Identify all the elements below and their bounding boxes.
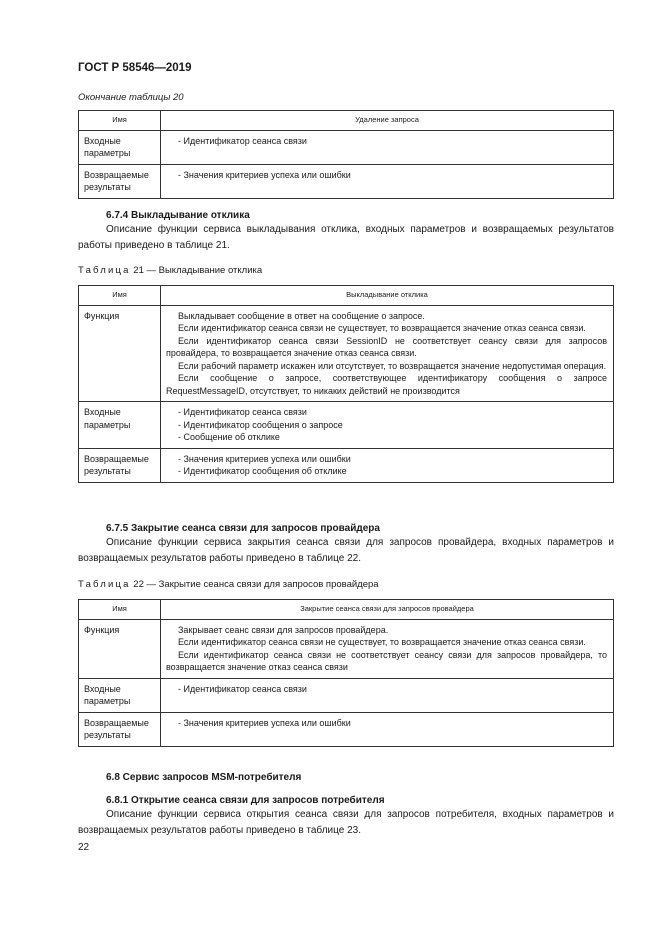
column-header-value: Выкладывание отклика — [161, 286, 614, 306]
row-name: Возвращаемые результаты — [79, 712, 161, 746]
row-value: Закрывает сеанс связи для запросов провайдера. Если идентификатор сеанса связи не существует, то возвращается значение отказ сеанса связи. Если идентификатор сеанса связи не соответствует сеансу связи для запросов провайдера, то возвращается значение отказ сеанса связи — [161, 619, 614, 678]
page-number: 22 — [78, 842, 90, 853]
table-header-row — [79, 111, 614, 131]
table-22 — [78, 599, 614, 747]
section-paragraph-6-8-1: Описание функции сервиса открытия сеанса связи для запросов потребителя, входных параметров и возвращаемых результатов работы приведено в таблице 23. — [78, 809, 614, 836]
row-value: - Идентификатор сеанса связи — [161, 678, 614, 712]
row-name: Функция — [79, 305, 161, 402]
row-name: Входные параметры — [79, 130, 161, 164]
row-name: Возвращаемые результаты — [79, 164, 161, 198]
section-heading-6-7-5: 6.7.5 Закрытие сеанса связи для запросов провайдера — [106, 523, 380, 534]
row-value: - Значения критериев успеха или ошибки — [161, 712, 614, 746]
row-name: Входные параметры — [79, 402, 161, 449]
table-row — [79, 678, 614, 712]
table20-caption: Окончание таблицы 20 — [78, 92, 184, 103]
table-header-row — [79, 600, 614, 620]
row-value: - Идентификатор сеанса связи — [161, 130, 614, 164]
section-paragraph-6-7-4: Описание функции сервиса выкладывания отклика, входных параметров и возвращаемых результатов работы приведено в таблице 21. — [78, 224, 614, 251]
table22-caption: Таблица 22 — Закрытие сеанса связи для запросов провайдера — [78, 579, 379, 590]
section-heading-6-8-1: 6.8.1 Открытие сеанса связи для запросов потребителя — [106, 795, 385, 806]
column-header-name: Имя — [79, 600, 161, 620]
table-21 — [78, 285, 614, 483]
table21-caption: Таблица 21 — Выкладывание отклика — [78, 265, 263, 276]
table-20 — [78, 110, 614, 199]
column-header-value: Закрытие сеанса связи для запросов провайдера — [161, 600, 614, 620]
standard-header: ГОСТ Р 58546—2019 — [78, 62, 192, 74]
table-row — [79, 402, 614, 449]
row-name: Функция — [79, 619, 161, 678]
row-value: - Значения критериев успеха или ошибки — [161, 164, 614, 198]
table-row — [79, 130, 614, 164]
row-value: Выкладывает сообщение в ответ на сообщение о запросе. Если идентификатор сеанса связи не существует, то возвращается значение отказ сеанса связи. Если идентификатор сеанса связи SessionID не соответствует сеансу связи для запросов провайдера, то возвращается значение отказ сеанса связи. Если рабочий параметр искажен или отсутствует, то возвращается значение недопустимая операция. Если сообщение о запросе, соответствующее идентификатору сообщения о запросе RequestMessageID, отсутствует, то никаких действий не производится — [161, 305, 614, 402]
column-header-name: Имя — [79, 286, 161, 306]
table-row — [79, 305, 614, 402]
row-name: Возвращаемые результаты — [79, 448, 161, 482]
row-name: Входные параметры — [79, 678, 161, 712]
section-paragraph-6-7-5: Описание функции сервиса закрытия сеанса связи для запросов провайдера, входных параметров и возвращаемых результатов работы приведено в таблице 22. — [78, 537, 614, 564]
table-row — [79, 448, 614, 482]
section-heading-6-8: 6.8 Сервис запросов MSM-потребителя — [106, 772, 302, 783]
table-header-row — [79, 286, 614, 306]
column-header-name: Имя — [79, 111, 161, 131]
row-value: - Идентификатор сеанса связи - Идентификатор сообщения о запросе - Сообщение об отклике — [161, 402, 614, 449]
row-value: - Значения критериев успеха или ошибки - Идентификатор сообщения об отклике — [161, 448, 614, 482]
table-row — [79, 619, 614, 678]
section-heading-6-7-4: 6.7.4 Выкладывание отклика — [106, 210, 250, 221]
table-row — [79, 164, 614, 198]
table-row — [79, 712, 614, 746]
column-header-value: Удаление запроса — [161, 111, 614, 131]
